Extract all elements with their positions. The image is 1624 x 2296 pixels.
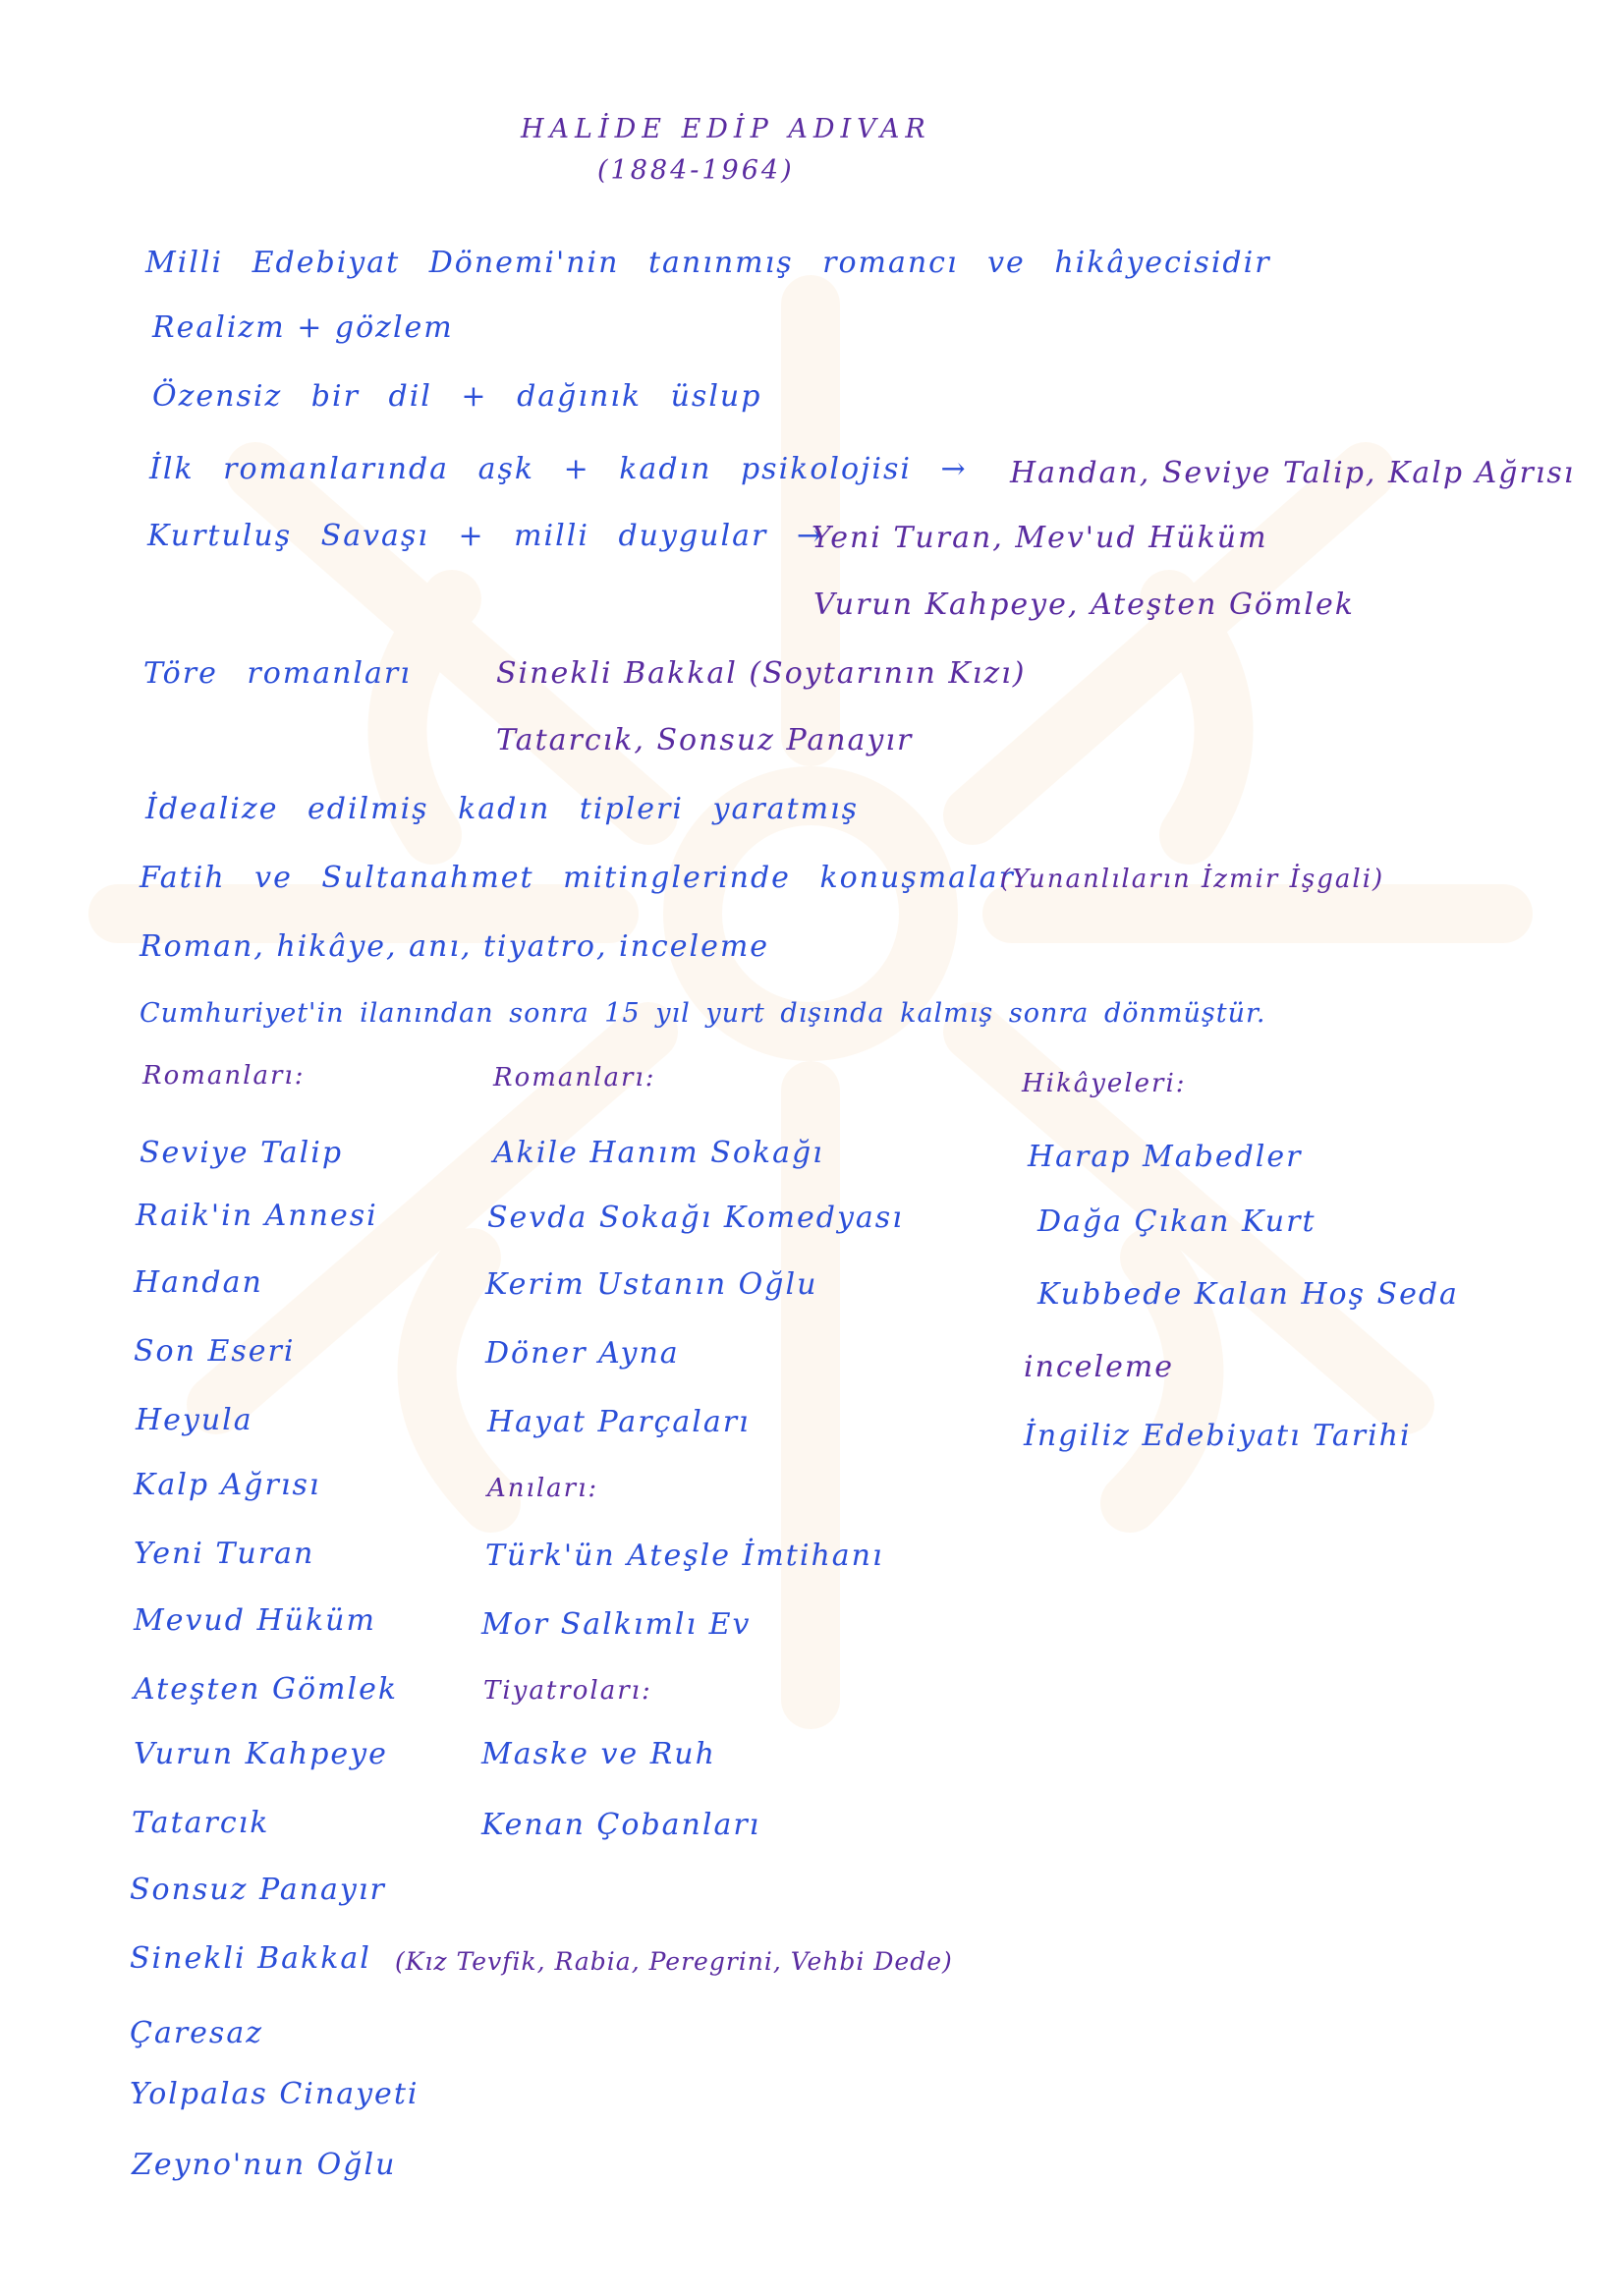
note-line-8-main: Fatih ve Sultanahmet mitinglerinde konuşmalar: [140, 861, 1015, 895]
left-novel-item: Vurun Kahpeye: [134, 1737, 388, 1771]
left-novel-item: Tatarcık: [132, 1806, 270, 1840]
note-line-4-prefix: İlk romanlarında aşk + kadın psikolojisi →: [149, 452, 968, 486]
middle-novel-item: Sevda Sokağı Komedyası: [487, 1201, 904, 1235]
note-line-5-works-b: Vurun Kahpeye, Ateşten Gömlek: [813, 588, 1355, 622]
note-line-3: Özensiz bir dil + dağınık üslup: [152, 379, 762, 414]
note-line-7: İdealize edilmiş kadın tipleri yaratmış: [145, 792, 860, 826]
left-novel-item: Kalp Ağrısı: [134, 1468, 321, 1502]
note-line-2: Realizm + gözlem: [152, 310, 454, 345]
author-years: (1884-1964): [597, 155, 795, 186]
left-novel-item: Yolpalas Cinayeti: [130, 2077, 420, 2111]
right-story-item: Dağa Çıkan Kurt: [1037, 1204, 1316, 1239]
note-line-6-works-b: Tatarcık, Sonsuz Panayır: [496, 723, 914, 757]
middle-novel-item: Döner Ayna: [485, 1336, 680, 1371]
left-novel-item: Heyula: [136, 1403, 253, 1437]
right-story-item: Harap Mabedler: [1028, 1140, 1303, 1174]
middle-heading-tiyatrolari: Tiyatroları:: [483, 1676, 652, 1706]
note-line-6-prefix: Töre romanları: [143, 656, 412, 691]
note-line-5-works-a: Yeni Turan, Mev'ud Hüküm: [812, 521, 1268, 555]
left-novel-item: Yeni Turan: [134, 1537, 315, 1571]
page-title: HALİDE EDİP ADIVAR: [521, 114, 931, 144]
left-novel-item: Çaresaz: [130, 2016, 264, 2050]
left-novel-sinekli-bakkal: Sinekli Bakkal: [130, 1941, 371, 1976]
left-novel-item: Seviye Talip: [140, 1136, 344, 1170]
right-heading-inceleme: inceleme: [1024, 1350, 1175, 1384]
note-line-1: Milli Edebiyat Dönemi'nin tanınmış romancı ve hikâyecisidir: [145, 246, 1271, 280]
middle-heading-romanlari: Romanları:: [493, 1063, 656, 1092]
middle-novel-item: Akile Hanım Sokağı: [493, 1136, 824, 1170]
middle-novel-item: Hayat Parçaları: [487, 1405, 751, 1439]
left-novel-item: Son Eseri: [134, 1334, 296, 1369]
middle-memoir-item: Mor Salkımlı Ev: [481, 1607, 752, 1642]
middle-memoir-item: Türk'ün Ateşle İmtihanı: [485, 1539, 884, 1573]
note-line-4-works: Handan, Seviye Talip, Kalp Ağrısı: [1010, 456, 1576, 490]
left-novel-item: Zeyno'nun Oğlu: [132, 2148, 397, 2182]
right-heading-hikayeleri: Hikâyeleri:: [1022, 1069, 1187, 1098]
note-line-5-prefix: Kurtuluş Savaşı + milli duygular →: [147, 519, 823, 553]
right-study-item: İngiliz Edebiyatı Tarihi: [1024, 1419, 1412, 1453]
middle-novel-item: Kerim Ustanın Oğlu: [485, 1267, 818, 1302]
note-line-6-works-a: Sinekli Bakkal (Soytarının Kızı): [496, 656, 1027, 691]
left-novel-item: Mevud Hüküm: [134, 1603, 376, 1638]
left-novel-item: Handan: [134, 1265, 263, 1300]
note-line-8-note: (Yunanlıların İzmir İşgali): [1000, 865, 1385, 894]
right-story-item: Kubbede Kalan Hoş Seda: [1037, 1277, 1459, 1312]
middle-heading-anilari: Anıları:: [487, 1474, 599, 1503]
left-novel-sinekli-characters: (Kız Tevfik, Rabia, Peregrini, Vehbi Dede): [395, 1947, 953, 1976]
left-novel-item: Ateşten Gömlek: [134, 1672, 399, 1707]
note-line-9: Roman, hikâye, anı, tiyatro, inceleme: [140, 929, 770, 964]
left-heading-romanlari: Romanları:: [142, 1061, 306, 1091]
left-novel-item: Sonsuz Panayır: [130, 1873, 386, 1907]
note-line-10: Cumhuriyet'in ilanından sonra 15 yıl yurt dışında kalmış sonra dönmüştür.: [140, 998, 1266, 1029]
left-novel-item: Raik'in Annesi: [136, 1199, 378, 1233]
middle-play-item: Maske ve Ruh: [481, 1737, 716, 1771]
middle-play-item: Kenan Çobanları: [481, 1808, 761, 1842]
